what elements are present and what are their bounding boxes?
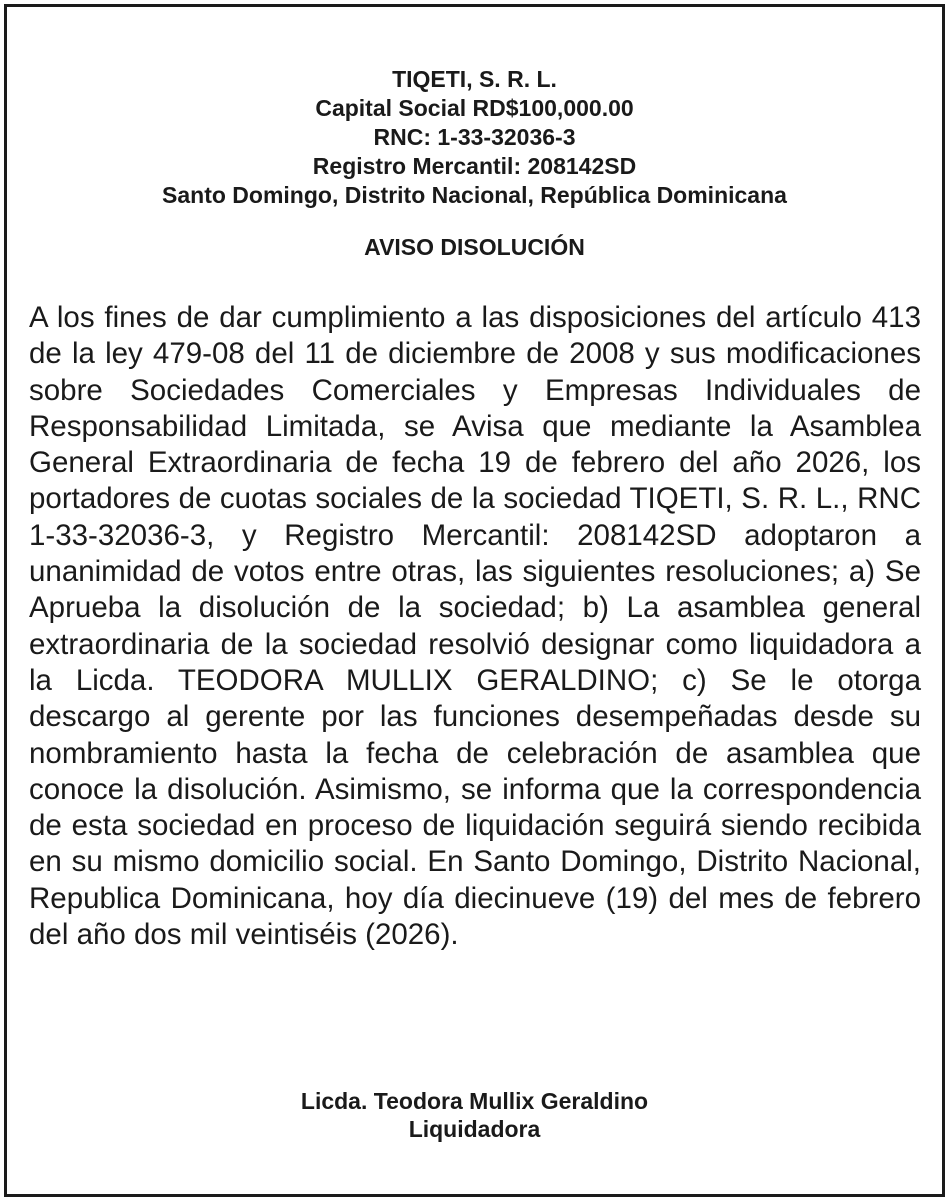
notice-title: AVISO DISOLUCIÓN <box>364 234 585 260</box>
notice-body: A los fines de dar cumplimiento a las disposiciones del artículo 413 de la ley 479-08 del 11 de diciembre de 2008 y sus modificaciones sobre Sociedades Comerciales y Empresas Individuales de Responsabilidad Limitada, se Avisa que mediante la Asamblea General Extraordinaria de fecha 19 de febrero del año 2026, los portadores de cuotas sociales de la sociedad TIQETI, S. R. L., RNC 1-33-32036-3, y Registro Mercantil: 208142SD adoptaron a unanimidad de votos entre otras, las siguientes resoluciones; a) Se Aprueba la disolución de la sociedad; b) La asamblea general extraordinaria de la sociedad resolvió designar como liquidadora a la Licda. TEODORA MULLIX GERALDINO; c) Se le otorga descargo al gerente por las funciones desempeñadas desde su nombramiento hasta la fecha de celebración de asamblea que conoce la disolución. Asimismo, se informa que la correspondencia de esta sociedad en proceso de liquidación seguirá siendo recibida en su mismo domicilio social. En Santo Domingo, Distrito Nacional, Republica Dominicana, hoy día diecinueve (19) del mes de febrero del año dos mil veintiséis (2026). <box>29 301 921 952</box>
company-header <box>7 65 942 210</box>
rnc-number: RNC: 1-33-32036-3 <box>373 124 576 150</box>
legal-notice <box>4 4 945 1197</box>
registro-mercantil: Registro Mercantil: 208142SD <box>312 153 637 179</box>
signatory-name: Licda. Teodora Mullix Geraldino <box>300 1088 649 1114</box>
company-location: Santo Domingo, Distrito Nacional, República Dominicana <box>162 182 787 208</box>
company-name: TIQETI, S. R. L. <box>392 66 557 92</box>
capital-social: Capital Social RD$100,000.00 <box>315 95 634 121</box>
signatory-role: Liquidadora <box>408 1116 541 1142</box>
signature-block <box>7 1087 942 1143</box>
